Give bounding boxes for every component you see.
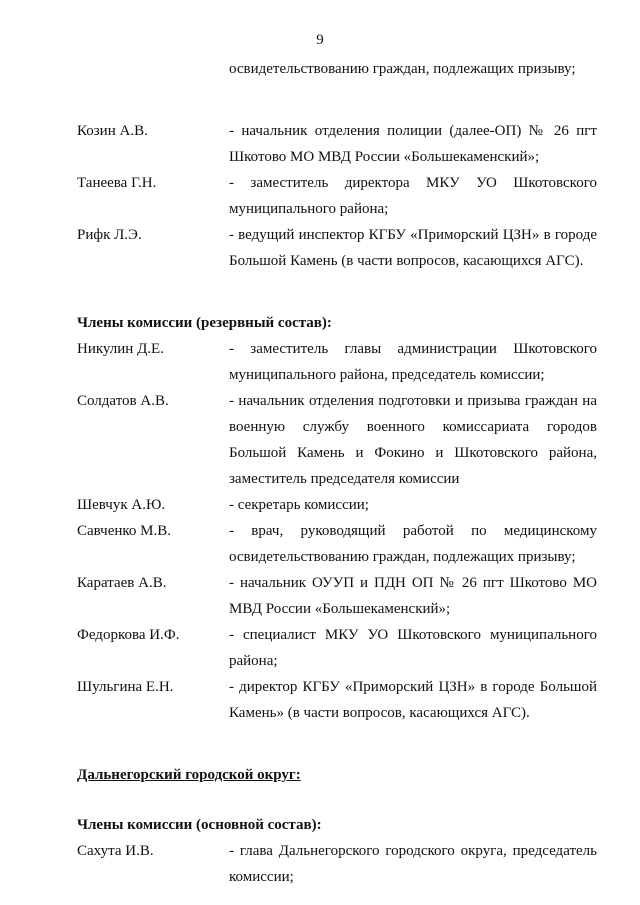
district-heading: Дальнегорский городской округ: [77,767,301,783]
member-role: - директор КГБУ «Приморский ЦЗН» в городе Большой Камень» (в части вопросов, касающихся АГС). [229,679,597,721]
page-number: 9 [316,32,324,48]
main-section-heading: Члены комиссии (основной состав): [77,817,322,833]
member-entry [77,518,597,570]
member-name: Рифк Л.Э. [77,227,142,243]
spacer [77,274,597,310]
member-role: - заместитель директора МКУ УО Шкотовского муниципального района; [229,175,597,217]
member-name: Савченко М.В. [77,523,172,539]
member-entry [77,674,597,726]
member-entry [77,492,597,518]
document-body [77,56,597,890]
member-entry [77,570,597,622]
member-entry [77,222,597,274]
spacer [77,788,597,812]
reserve-section-heading: Члены комиссии (резервный состав): [77,315,332,331]
member-role: - глава Дальнегорского городского округа, председатель комиссии; [229,843,597,885]
continuation-text: освидетельствованию граждан, подлежащих призыву; [229,61,576,77]
member-name: Сахута И.В. [77,843,154,859]
member-name: Шульгина Е.Н. [77,679,174,695]
member-role: - специалист МКУ УО Шкотовского муниципального района; [229,627,597,669]
spacer [77,82,597,118]
member-role: - врач, руководящий работой по медицинскому освидетельствованию граждан, подлежащих призыву; [229,523,597,565]
member-name: Козин А.В. [77,123,148,139]
member-entry [77,118,597,170]
spacer [77,726,597,762]
member-role: - заместитель главы администрации Шкотовского муниципального района, председатель комиссии; [229,341,597,383]
member-name: Солдатов А.В. [77,393,169,409]
member-role: - начальник ОУУП и ПДН ОП № 26 пгт Шкотово МО МВД России «Большекаменский»; [229,575,597,617]
member-name: Никулин Д.Е. [77,341,164,357]
member-name: Шевчук А.Ю. [77,497,166,513]
member-role: - начальник отделения подготовки и призыва граждан на военную службу военного комиссариата городов Большой Камень и Фокино и Шкотовского района, заместитель председателя комиссии [229,393,597,487]
member-entry [77,622,597,674]
member-entry [77,336,597,388]
member-role: - ведущий инспектор КГБУ «Приморский ЦЗН» в городе Большой Камень (в части вопросов, касающихся АГС). [229,227,597,269]
member-name: Каратаев А.В. [77,575,167,591]
member-role: - начальник отделения полиции (далее-ОП) № 26 пгт Шкотово МО МВД России «Большекаменский»; [229,123,597,165]
member-entry [77,838,597,890]
member-role: - секретарь комиссии; [229,497,369,513]
member-name: Федоркова И.Ф. [77,627,180,643]
member-entry [77,388,597,492]
member-entry [77,170,597,222]
member-name: Танеева Г.Н. [77,175,157,191]
